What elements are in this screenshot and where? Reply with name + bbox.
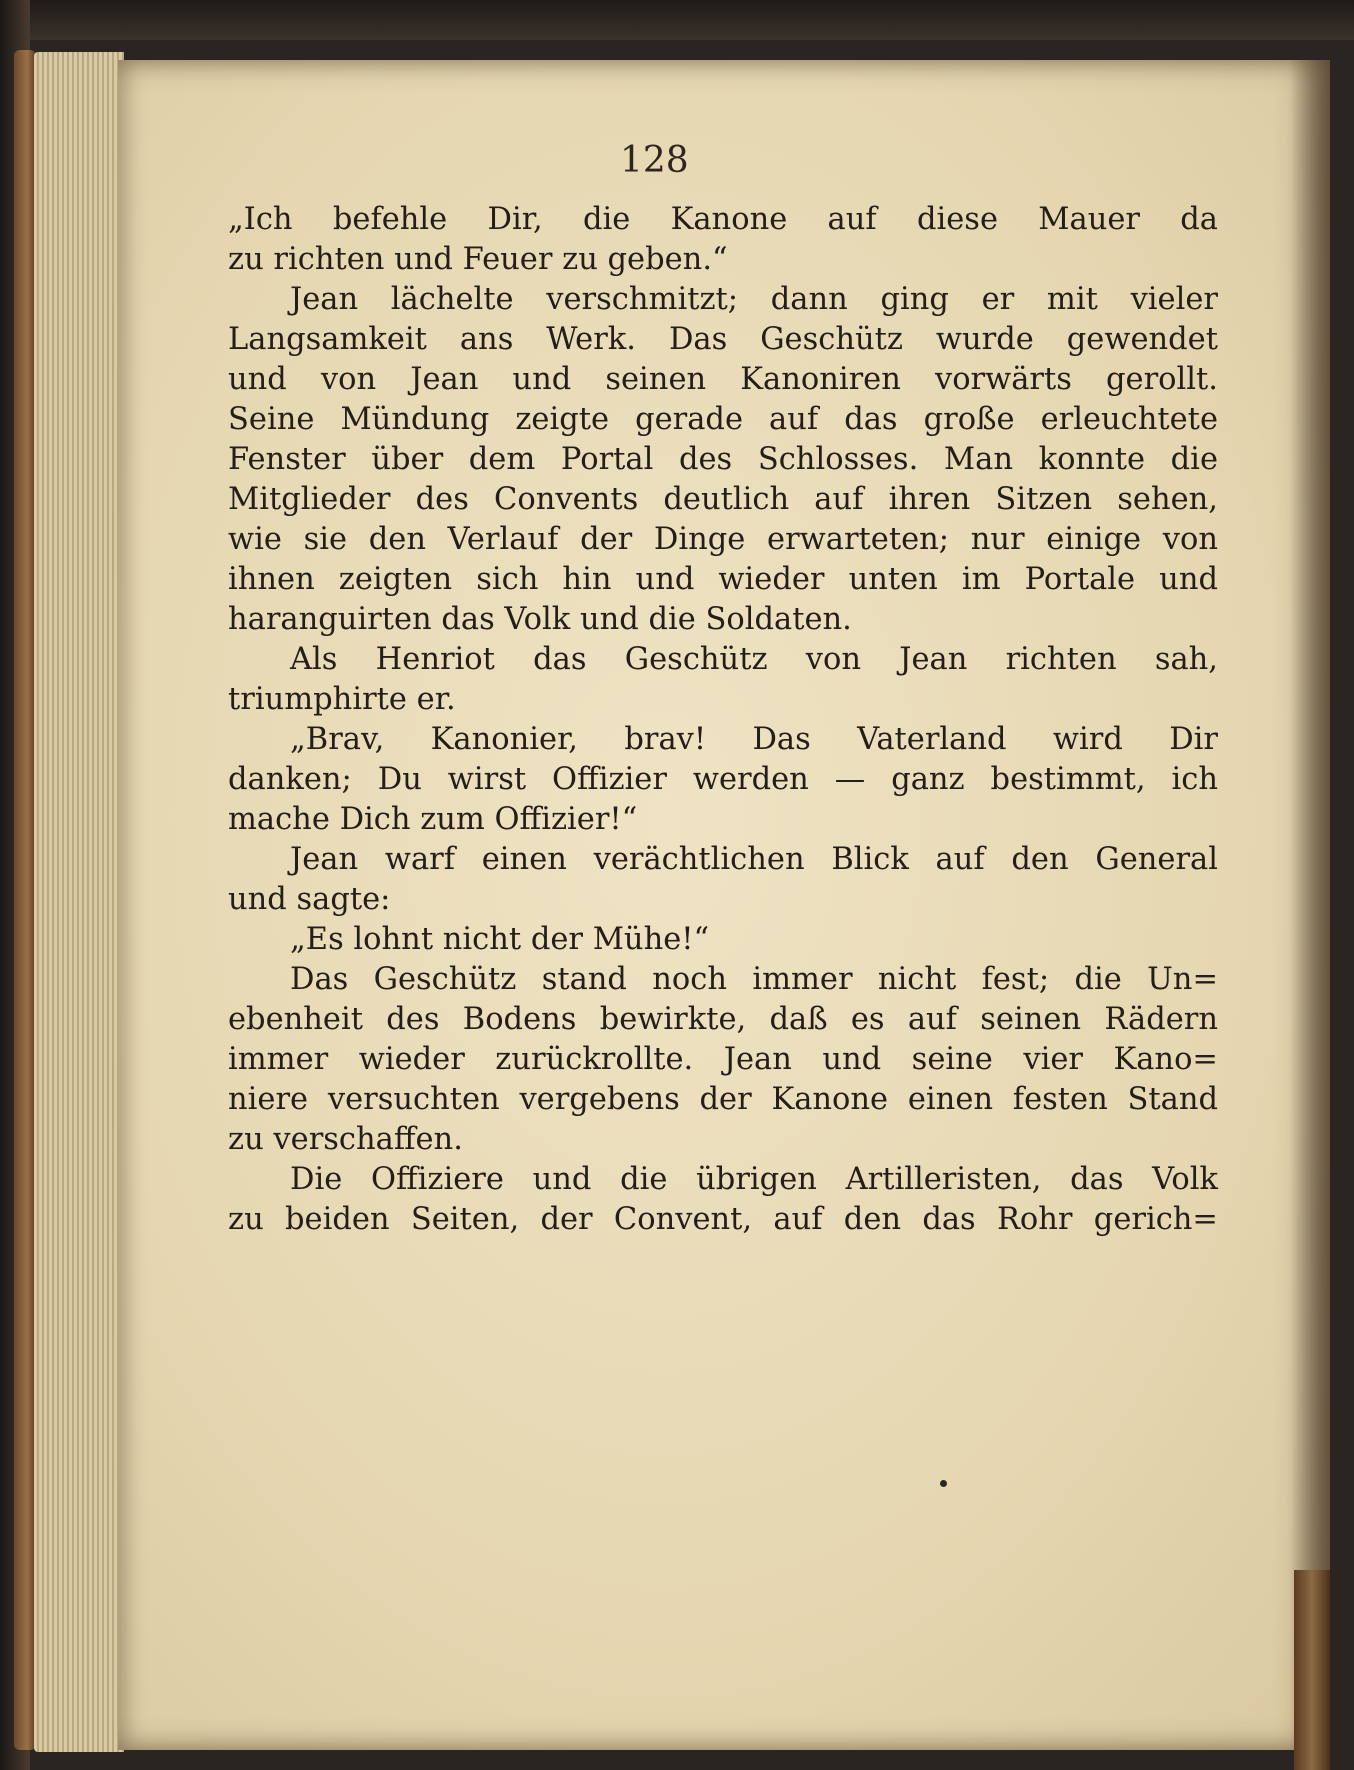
text-line: Langsamkeit ans Werk. Das Geschütz wurde gewendet [228,322,1218,357]
page-number: 128 [620,140,689,181]
text-line: niere versuchten vergebens der Kanone einen festen Stand [228,1082,1218,1117]
text-line: Die Offiziere und die übrigen Artilleristen, das Volk [290,1162,1218,1197]
text-line: triumphirte er. [228,682,456,717]
text-line: ihnen zeigten sich hin und wieder unten im Portale und [228,562,1218,597]
text-line: „Brav, Kanonier, brav! Das Vaterland wird Dir [290,722,1218,757]
text-line: und von Jean und seinen Kanoniren vorwärts gerollt. [228,362,1218,397]
text-line: wie sie den Verlauf der Dinge erwarteten; nur einige von [228,522,1218,557]
page-stack-edge [34,52,124,1752]
text-line: Fenster über dem Portal des Schlosses. Man konnte die [228,442,1218,477]
text-line: Jean lächelte verschmitzt; dann ging er mit vieler [290,282,1218,317]
text-line: Mitglieder des Convents deutlich auf ihren Sitzen sehen, [228,482,1218,517]
text-line: „Es lohnt nicht der Mühe!“ [290,922,710,957]
bookmark-ribbon [1294,1570,1330,1770]
body-text [228,200,1218,1240]
text-line: danken; Du wirst Offizier werden — ganz bestimmt, ich [228,762,1218,797]
text-line: Jean warf einen verächtlichen Blick auf den General [290,842,1218,877]
text-line: haranguirten das Volk und die Soldaten. [228,602,852,637]
text-line: Als Henriot das Geschütz von Jean richten sah, [290,642,1218,677]
text-line: zu richten und Feuer zu geben.“ [228,242,728,277]
text-line: zu beiden Seiten, der Convent, auf den das Rohr gerich= [228,1202,1218,1237]
book-binding [14,50,36,1750]
text-line: ebenheit des Bodens bewirkte, daß es auf seinen Rädern [228,1002,1218,1037]
text-line: „Ich befehle Dir, die Kanone auf diese Mauer da [228,202,1218,237]
text-line: Seine Mündung zeigte gerade auf das große erleuchtete [228,402,1218,437]
text-line: Das Geschütz stand noch immer nicht fest; die Un= [290,962,1218,997]
book-cover-top [0,0,1354,40]
text-line: zu verschaffen. [228,1122,463,1157]
text-line: mache Dich zum Offizier!“ [228,802,638,837]
gutter-shadow [1290,60,1330,1750]
text-line: und sagte: [228,882,391,917]
ink-speck [940,1480,947,1487]
text-line: immer wieder zurückrollte. Jean und seine vier Kano= [228,1042,1218,1077]
